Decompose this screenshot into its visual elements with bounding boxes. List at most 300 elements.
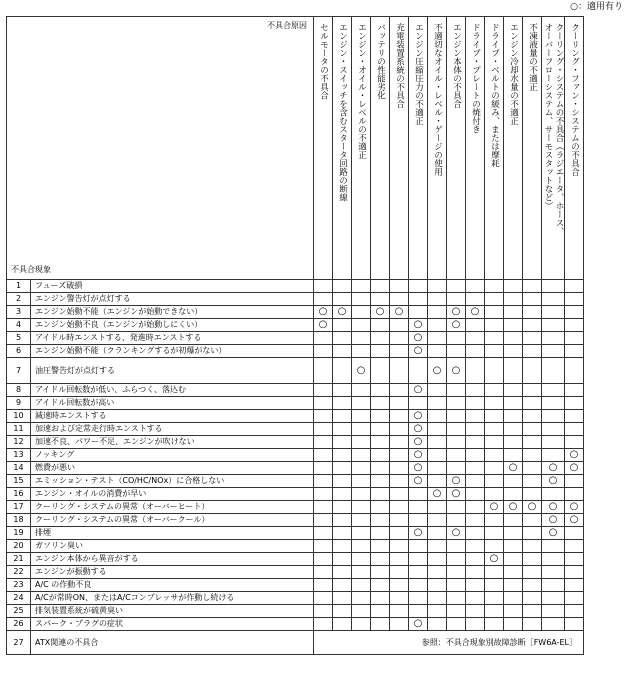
empty-cell bbox=[485, 462, 504, 475]
empty-cell bbox=[314, 553, 333, 566]
empty-cell bbox=[371, 462, 390, 475]
empty-cell bbox=[352, 306, 371, 319]
empty-cell bbox=[352, 540, 371, 553]
empty-cell bbox=[428, 618, 447, 631]
empty-cell bbox=[314, 280, 333, 293]
empty-cell bbox=[504, 293, 523, 306]
empty-cell bbox=[485, 527, 504, 540]
empty-cell bbox=[314, 579, 333, 592]
empty-cell bbox=[371, 527, 390, 540]
symptom-cell: エンジン始動不能（クランキングするが初爆がない） bbox=[31, 345, 314, 358]
row-number: 14 bbox=[7, 462, 31, 475]
empty-cell bbox=[352, 566, 371, 579]
row-number: 21 bbox=[7, 553, 31, 566]
empty-cell bbox=[371, 579, 390, 592]
empty-cell bbox=[523, 579, 542, 592]
empty-cell bbox=[333, 293, 352, 306]
empty-cell bbox=[390, 410, 409, 423]
empty-cell bbox=[371, 293, 390, 306]
empty-cell bbox=[390, 514, 409, 527]
empty-cell bbox=[409, 397, 428, 410]
empty-cell bbox=[333, 566, 352, 579]
empty-cell bbox=[371, 436, 390, 449]
empty-cell bbox=[542, 319, 565, 332]
cause-label: クーリング・ファン・システムの不具合 bbox=[569, 23, 580, 176]
cause-header bbox=[523, 17, 542, 280]
empty-cell bbox=[466, 423, 485, 436]
empty-cell bbox=[428, 540, 447, 553]
empty-cell bbox=[390, 332, 409, 345]
empty-cell bbox=[314, 475, 333, 488]
empty-cell bbox=[542, 592, 565, 605]
empty-cell bbox=[333, 449, 352, 462]
empty-cell bbox=[428, 579, 447, 592]
empty-cell bbox=[371, 618, 390, 631]
empty-cell bbox=[333, 462, 352, 475]
empty-cell bbox=[409, 501, 428, 514]
empty-cell bbox=[523, 384, 542, 397]
applicable-mark: ○ bbox=[409, 410, 428, 423]
cause-header bbox=[352, 17, 371, 280]
empty-cell bbox=[466, 384, 485, 397]
empty-cell bbox=[352, 436, 371, 449]
empty-cell bbox=[333, 527, 352, 540]
cause-header bbox=[314, 17, 333, 280]
applicable-mark: ○ bbox=[409, 319, 428, 332]
empty-cell bbox=[466, 514, 485, 527]
empty-cell bbox=[447, 384, 466, 397]
table-row bbox=[7, 319, 584, 332]
applicable-mark: ○ bbox=[542, 514, 565, 527]
empty-cell bbox=[352, 579, 371, 592]
empty-cell bbox=[565, 384, 584, 397]
empty-cell bbox=[428, 605, 447, 618]
empty-cell bbox=[333, 319, 352, 332]
cause-label: 不適切なオイル・レベル・ゲージの使用 bbox=[432, 23, 443, 176]
cause-header bbox=[485, 17, 504, 280]
empty-cell bbox=[447, 553, 466, 566]
empty-cell bbox=[542, 605, 565, 618]
table-row bbox=[7, 605, 584, 618]
symptom-cell: エンジンが振動する bbox=[31, 566, 314, 579]
empty-cell bbox=[485, 280, 504, 293]
row-number: 27 bbox=[7, 631, 31, 655]
symptom-cell: エンジン警告灯が点灯する bbox=[31, 293, 314, 306]
empty-cell bbox=[523, 280, 542, 293]
applicable-mark: ○ bbox=[447, 319, 466, 332]
empty-cell bbox=[409, 488, 428, 501]
empty-cell bbox=[428, 397, 447, 410]
empty-cell bbox=[447, 501, 466, 514]
empty-cell bbox=[333, 514, 352, 527]
symptom-cell: エンジン始動不能（エンジンが始動できない） bbox=[31, 306, 314, 319]
empty-cell bbox=[565, 475, 584, 488]
diagnosis-table-wrapper bbox=[6, 16, 584, 655]
row-number: 10 bbox=[7, 410, 31, 423]
empty-cell bbox=[333, 618, 352, 631]
table-row bbox=[7, 410, 584, 423]
row-number: 17 bbox=[7, 501, 31, 514]
empty-cell bbox=[523, 514, 542, 527]
empty-cell bbox=[447, 293, 466, 306]
empty-cell bbox=[390, 358, 409, 384]
empty-cell bbox=[485, 384, 504, 397]
empty-cell bbox=[352, 423, 371, 436]
empty-cell bbox=[504, 423, 523, 436]
empty-cell bbox=[390, 345, 409, 358]
empty-cell bbox=[390, 462, 409, 475]
empty-cell bbox=[485, 319, 504, 332]
empty-cell bbox=[428, 280, 447, 293]
table-row bbox=[7, 397, 584, 410]
empty-cell bbox=[466, 618, 485, 631]
applicable-mark: ○ bbox=[409, 384, 428, 397]
cause-header bbox=[504, 17, 523, 280]
empty-cell bbox=[542, 345, 565, 358]
row-number: 23 bbox=[7, 579, 31, 592]
empty-cell bbox=[565, 527, 584, 540]
empty-cell bbox=[504, 566, 523, 579]
empty-cell bbox=[390, 423, 409, 436]
cause-header bbox=[447, 17, 466, 280]
cause-axis-label: 不具合原因 bbox=[267, 21, 307, 30]
empty-cell bbox=[352, 488, 371, 501]
applicable-mark: ○ bbox=[542, 462, 565, 475]
symptom-cell: アイドル回転数が低い、ふらつく、落込む bbox=[31, 384, 314, 397]
empty-cell bbox=[542, 566, 565, 579]
empty-cell bbox=[371, 423, 390, 436]
applicable-mark: ○ bbox=[504, 462, 523, 475]
empty-cell bbox=[314, 527, 333, 540]
empty-cell bbox=[565, 397, 584, 410]
empty-cell bbox=[352, 449, 371, 462]
empty-cell bbox=[428, 553, 447, 566]
empty-cell bbox=[390, 501, 409, 514]
empty-cell bbox=[485, 397, 504, 410]
empty-cell bbox=[565, 345, 584, 358]
applicable-mark: ○ bbox=[542, 501, 565, 514]
empty-cell bbox=[447, 540, 466, 553]
empty-cell bbox=[352, 605, 371, 618]
empty-cell bbox=[504, 410, 523, 423]
empty-cell bbox=[565, 566, 584, 579]
empty-cell bbox=[542, 449, 565, 462]
empty-cell bbox=[523, 345, 542, 358]
applicable-mark: ○ bbox=[565, 449, 584, 462]
cause-label: エンジン・スイッチを含むスタータ回路の断線 bbox=[337, 23, 348, 202]
table-row bbox=[7, 501, 584, 514]
empty-cell bbox=[390, 566, 409, 579]
empty-cell bbox=[352, 384, 371, 397]
empty-cell bbox=[542, 358, 565, 384]
row-number: 7 bbox=[7, 358, 31, 384]
empty-cell bbox=[565, 605, 584, 618]
empty-cell bbox=[485, 306, 504, 319]
empty-cell bbox=[352, 462, 371, 475]
empty-cell bbox=[466, 475, 485, 488]
empty-cell bbox=[485, 410, 504, 423]
empty-cell bbox=[565, 553, 584, 566]
empty-cell bbox=[447, 579, 466, 592]
empty-cell bbox=[314, 592, 333, 605]
row-number: 12 bbox=[7, 436, 31, 449]
empty-cell bbox=[504, 306, 523, 319]
empty-cell bbox=[565, 423, 584, 436]
empty-cell bbox=[371, 384, 390, 397]
cause-header bbox=[371, 17, 390, 280]
reference-note: 参照：不具合現象別故障診断［FW6A-EL］ bbox=[314, 631, 584, 655]
applicable-mark: ○ bbox=[485, 553, 504, 566]
empty-cell bbox=[504, 527, 523, 540]
symptom-cell: 燃費が悪い bbox=[31, 462, 314, 475]
empty-cell bbox=[542, 423, 565, 436]
empty-cell bbox=[504, 540, 523, 553]
empty-cell bbox=[466, 605, 485, 618]
empty-cell bbox=[523, 592, 542, 605]
empty-cell bbox=[466, 410, 485, 423]
empty-cell bbox=[504, 384, 523, 397]
empty-cell bbox=[504, 553, 523, 566]
empty-cell bbox=[390, 605, 409, 618]
applicable-mark: ○ bbox=[565, 501, 584, 514]
empty-cell bbox=[314, 410, 333, 423]
applicable-mark: ○ bbox=[565, 514, 584, 527]
empty-cell bbox=[314, 605, 333, 618]
empty-cell bbox=[565, 280, 584, 293]
empty-cell bbox=[333, 540, 352, 553]
table-row bbox=[7, 462, 584, 475]
empty-cell bbox=[565, 306, 584, 319]
empty-cell bbox=[485, 592, 504, 605]
empty-cell bbox=[352, 475, 371, 488]
empty-cell bbox=[466, 527, 485, 540]
empty-cell bbox=[333, 592, 352, 605]
symptom-cell: クーリング・システムの異常（オーバーヒート） bbox=[31, 501, 314, 514]
cause-label: セルモータの不具合 bbox=[318, 23, 329, 100]
empty-cell bbox=[428, 462, 447, 475]
empty-cell bbox=[447, 423, 466, 436]
empty-cell bbox=[523, 462, 542, 475]
empty-cell bbox=[485, 488, 504, 501]
table-row bbox=[7, 527, 584, 540]
empty-cell bbox=[565, 319, 584, 332]
empty-cell bbox=[447, 462, 466, 475]
empty-cell bbox=[447, 514, 466, 527]
empty-cell bbox=[542, 332, 565, 345]
empty-cell bbox=[523, 423, 542, 436]
empty-cell bbox=[409, 592, 428, 605]
empty-cell bbox=[371, 332, 390, 345]
empty-cell bbox=[565, 293, 584, 306]
empty-cell bbox=[466, 540, 485, 553]
empty-cell bbox=[565, 488, 584, 501]
empty-cell bbox=[314, 618, 333, 631]
cause-header bbox=[428, 17, 447, 280]
empty-cell bbox=[352, 332, 371, 345]
table-row bbox=[7, 449, 584, 462]
empty-cell bbox=[466, 566, 485, 579]
applicable-mark: ○ bbox=[447, 358, 466, 384]
empty-cell bbox=[466, 332, 485, 345]
cause-label: エンジン本体の不具合 bbox=[451, 23, 462, 108]
empty-cell bbox=[314, 436, 333, 449]
empty-cell bbox=[333, 605, 352, 618]
empty-cell bbox=[333, 384, 352, 397]
empty-cell bbox=[542, 306, 565, 319]
empty-cell bbox=[371, 280, 390, 293]
empty-cell bbox=[314, 293, 333, 306]
table-row bbox=[7, 475, 584, 488]
empty-cell bbox=[485, 540, 504, 553]
empty-cell bbox=[565, 358, 584, 384]
empty-cell bbox=[428, 332, 447, 345]
empty-cell bbox=[333, 410, 352, 423]
empty-cell bbox=[504, 592, 523, 605]
legend: ○：適用有り bbox=[570, 2, 623, 12]
empty-cell bbox=[409, 566, 428, 579]
empty-cell bbox=[428, 475, 447, 488]
empty-cell bbox=[523, 410, 542, 423]
empty-cell bbox=[314, 332, 333, 345]
applicable-mark: ○ bbox=[565, 462, 584, 475]
empty-cell bbox=[333, 332, 352, 345]
table-row bbox=[7, 488, 584, 501]
empty-cell bbox=[314, 384, 333, 397]
cause-header bbox=[466, 17, 485, 280]
applicable-mark: ○ bbox=[333, 306, 352, 319]
empty-cell bbox=[523, 319, 542, 332]
empty-cell bbox=[466, 397, 485, 410]
applicable-mark: ○ bbox=[428, 488, 447, 501]
applicable-mark: ○ bbox=[409, 527, 428, 540]
empty-cell bbox=[523, 605, 542, 618]
table-row bbox=[7, 592, 584, 605]
empty-cell bbox=[428, 501, 447, 514]
applicable-mark: ○ bbox=[447, 306, 466, 319]
applicable-mark: ○ bbox=[390, 306, 409, 319]
empty-cell bbox=[390, 449, 409, 462]
symptom-cell: 排気装置系統が硫黄臭い bbox=[31, 605, 314, 618]
table-row bbox=[7, 306, 584, 319]
empty-cell bbox=[504, 618, 523, 631]
cause-header bbox=[565, 17, 584, 280]
empty-cell bbox=[466, 358, 485, 384]
empty-cell bbox=[447, 280, 466, 293]
symptom-cell: フューズ破損 bbox=[31, 280, 314, 293]
empty-cell bbox=[409, 540, 428, 553]
table-row bbox=[7, 514, 584, 527]
table-row bbox=[7, 384, 584, 397]
empty-cell bbox=[352, 345, 371, 358]
empty-cell bbox=[333, 501, 352, 514]
table-row bbox=[7, 579, 584, 592]
empty-cell bbox=[314, 358, 333, 384]
empty-cell bbox=[428, 345, 447, 358]
empty-cell bbox=[409, 579, 428, 592]
empty-cell bbox=[352, 397, 371, 410]
table-row bbox=[7, 345, 584, 358]
empty-cell bbox=[504, 475, 523, 488]
applicable-mark: ○ bbox=[485, 501, 504, 514]
empty-cell bbox=[504, 449, 523, 462]
empty-cell bbox=[447, 618, 466, 631]
empty-cell bbox=[565, 332, 584, 345]
applicable-mark: ○ bbox=[314, 319, 333, 332]
empty-cell bbox=[485, 436, 504, 449]
applicable-mark: ○ bbox=[466, 306, 485, 319]
cause-header bbox=[542, 17, 565, 280]
applicable-mark: ○ bbox=[409, 462, 428, 475]
empty-cell bbox=[390, 397, 409, 410]
cause-label: エンジン圧縮圧力の不適正 bbox=[413, 23, 424, 125]
empty-cell bbox=[485, 566, 504, 579]
empty-cell bbox=[333, 579, 352, 592]
empty-cell bbox=[390, 488, 409, 501]
empty-cell bbox=[542, 618, 565, 631]
empty-cell bbox=[428, 423, 447, 436]
empty-cell bbox=[390, 579, 409, 592]
empty-cell bbox=[409, 306, 428, 319]
empty-cell bbox=[428, 527, 447, 540]
empty-cell bbox=[314, 488, 333, 501]
symptom-cell: 油圧警告灯が点灯する bbox=[31, 358, 314, 384]
empty-cell bbox=[504, 319, 523, 332]
empty-cell bbox=[466, 345, 485, 358]
cause-label: エンジン冷却水量の不適正 bbox=[508, 23, 519, 125]
empty-cell bbox=[352, 514, 371, 527]
empty-cell bbox=[447, 410, 466, 423]
applicable-mark: ○ bbox=[542, 475, 565, 488]
symptom-cell: ガソリン臭い bbox=[31, 540, 314, 553]
table-row bbox=[7, 566, 584, 579]
empty-cell bbox=[466, 293, 485, 306]
empty-cell bbox=[428, 436, 447, 449]
empty-cell bbox=[390, 553, 409, 566]
table-row bbox=[7, 553, 584, 566]
empty-cell bbox=[485, 579, 504, 592]
symptom-cell: エンジン・オイルの消費が早い bbox=[31, 488, 314, 501]
applicable-mark: ○ bbox=[447, 488, 466, 501]
empty-cell bbox=[485, 514, 504, 527]
empty-cell bbox=[523, 436, 542, 449]
empty-cell bbox=[565, 592, 584, 605]
empty-cell bbox=[314, 345, 333, 358]
applicable-mark: ○ bbox=[371, 306, 390, 319]
applicable-mark: ○ bbox=[352, 358, 371, 384]
empty-cell bbox=[333, 553, 352, 566]
row-number: 8 bbox=[7, 384, 31, 397]
empty-cell bbox=[371, 358, 390, 384]
empty-cell bbox=[390, 293, 409, 306]
cause-header bbox=[390, 17, 409, 280]
empty-cell bbox=[542, 280, 565, 293]
empty-cell bbox=[371, 514, 390, 527]
empty-cell bbox=[523, 332, 542, 345]
empty-cell bbox=[428, 293, 447, 306]
header-row bbox=[7, 17, 584, 280]
empty-cell bbox=[352, 280, 371, 293]
empty-cell bbox=[447, 332, 466, 345]
empty-cell bbox=[314, 423, 333, 436]
empty-cell bbox=[542, 553, 565, 566]
applicable-mark: ○ bbox=[542, 527, 565, 540]
diagnosis-table bbox=[6, 16, 584, 655]
corner-cell bbox=[7, 17, 314, 280]
table-row bbox=[7, 618, 584, 631]
empty-cell bbox=[523, 566, 542, 579]
empty-cell bbox=[485, 358, 504, 384]
symptom-cell: 加速不良、パワー不足、エンジンが吹けない bbox=[31, 436, 314, 449]
